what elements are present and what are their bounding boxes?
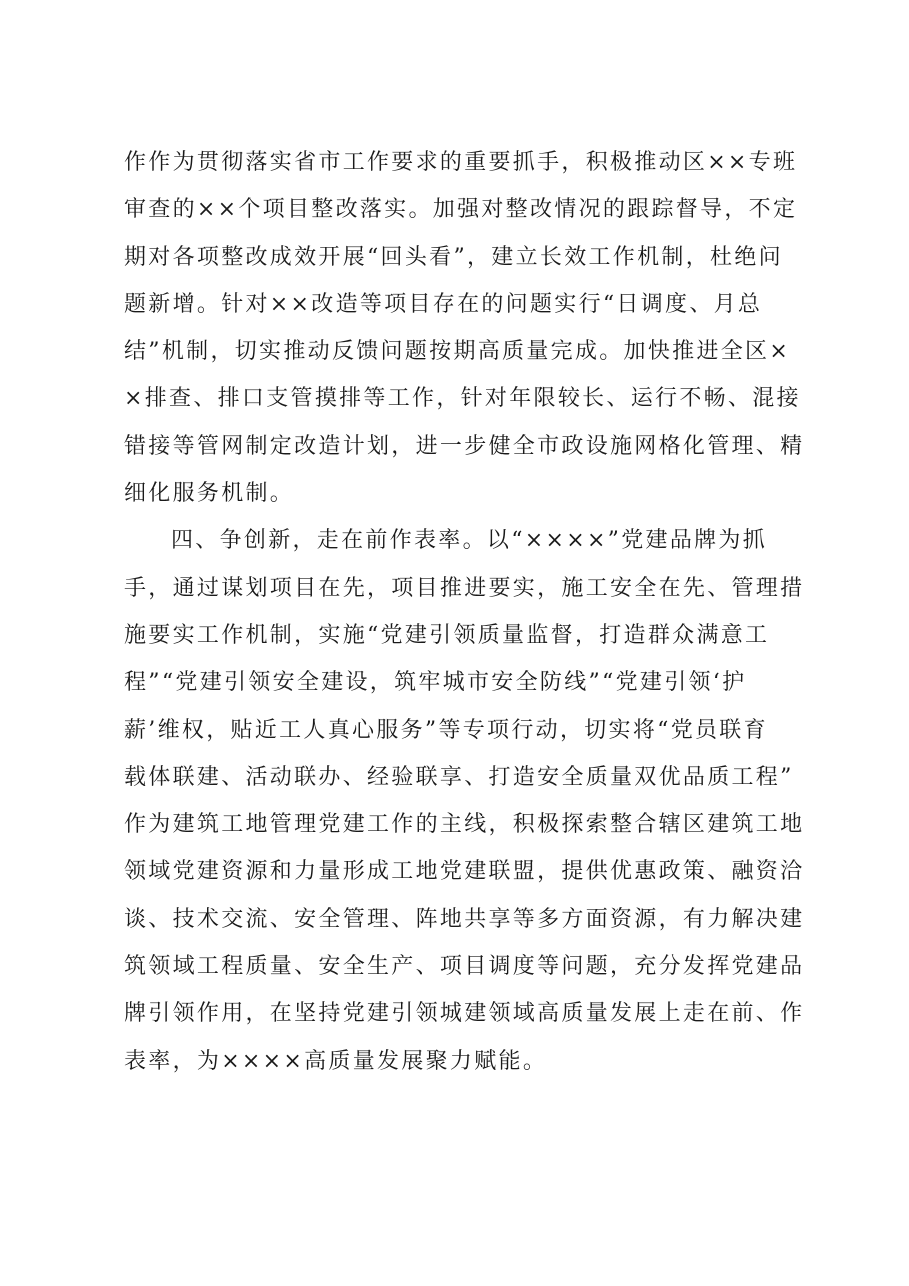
text-line: 四、争创新，走在前作表率。以“××××”党建品牌为抓 (171, 528, 768, 554)
text-line: 作作为贯彻落实省市工作要求的重要抓手，积极推动区××专班 (124, 150, 798, 175)
text-line: 程”“党建引领安全建设，筑牢城市安全防线”“党建引领‘护 (124, 670, 747, 696)
document-body (124, 139, 804, 1085)
text-line: 施要实工作机制，实施“党建引领质量监督，打造群众满意工 (124, 622, 770, 648)
paragraph-2 (124, 517, 804, 1085)
text-line: 作为建筑工地管理党建工作的主线，积极探索整合辖区建筑工地 (124, 812, 805, 838)
text-line: 结”机制，切实推动反馈问题按期高质量完成。加快推进全区× (124, 339, 791, 365)
text-line: ×排查、排口支管摸排等工作，针对年限较长、运行不畅、混接 (124, 386, 801, 412)
text-line: 错接等管网制定改造计划，进一步健全市政设施网格化管理、精 (124, 433, 805, 459)
text-line: 题新增。针对××改造等项目存在的问题实行“日调度、月总 (124, 291, 763, 317)
text-line: 表率，为××××高质量发展聚力赋能。 (124, 1048, 548, 1074)
text-line: 筑领域工程质量、安全生产、项目调度等问题，充分发挥党建品 (124, 954, 805, 980)
text-line: 手，通过谋划项目在先，项目推进要实，施工安全在先、管理措 (124, 575, 805, 601)
text-line: 薪’维权，贴近工人真心服务”等专项行动，切实将“党员联育 (124, 717, 768, 743)
text-line: 领域党建资源和力量形成工地党建联盟，提供优惠政策、融资洽 (124, 859, 805, 885)
text-line: 载体联建、活动联办、经验联享、打造安全质量双优品质工程” (124, 764, 794, 790)
text-line: 谈、技术交流、安全管理、阵地共享等多方面资源，有力解决建 (124, 906, 805, 932)
text-line: 期对各项整改成效开展“回头看”，建立长效工作机制，杜绝问 (124, 244, 783, 270)
text-line: 细化服务机制。 (124, 481, 295, 507)
text-line: 牌引领作用，在坚持党建引领城建领域高质量发展上走在前、作 (124, 1001, 805, 1027)
paragraph-1 (124, 139, 804, 517)
text-line: 审查的××个项目整改落实。加强对整改情况的跟踪督导，不定 (124, 197, 798, 223)
